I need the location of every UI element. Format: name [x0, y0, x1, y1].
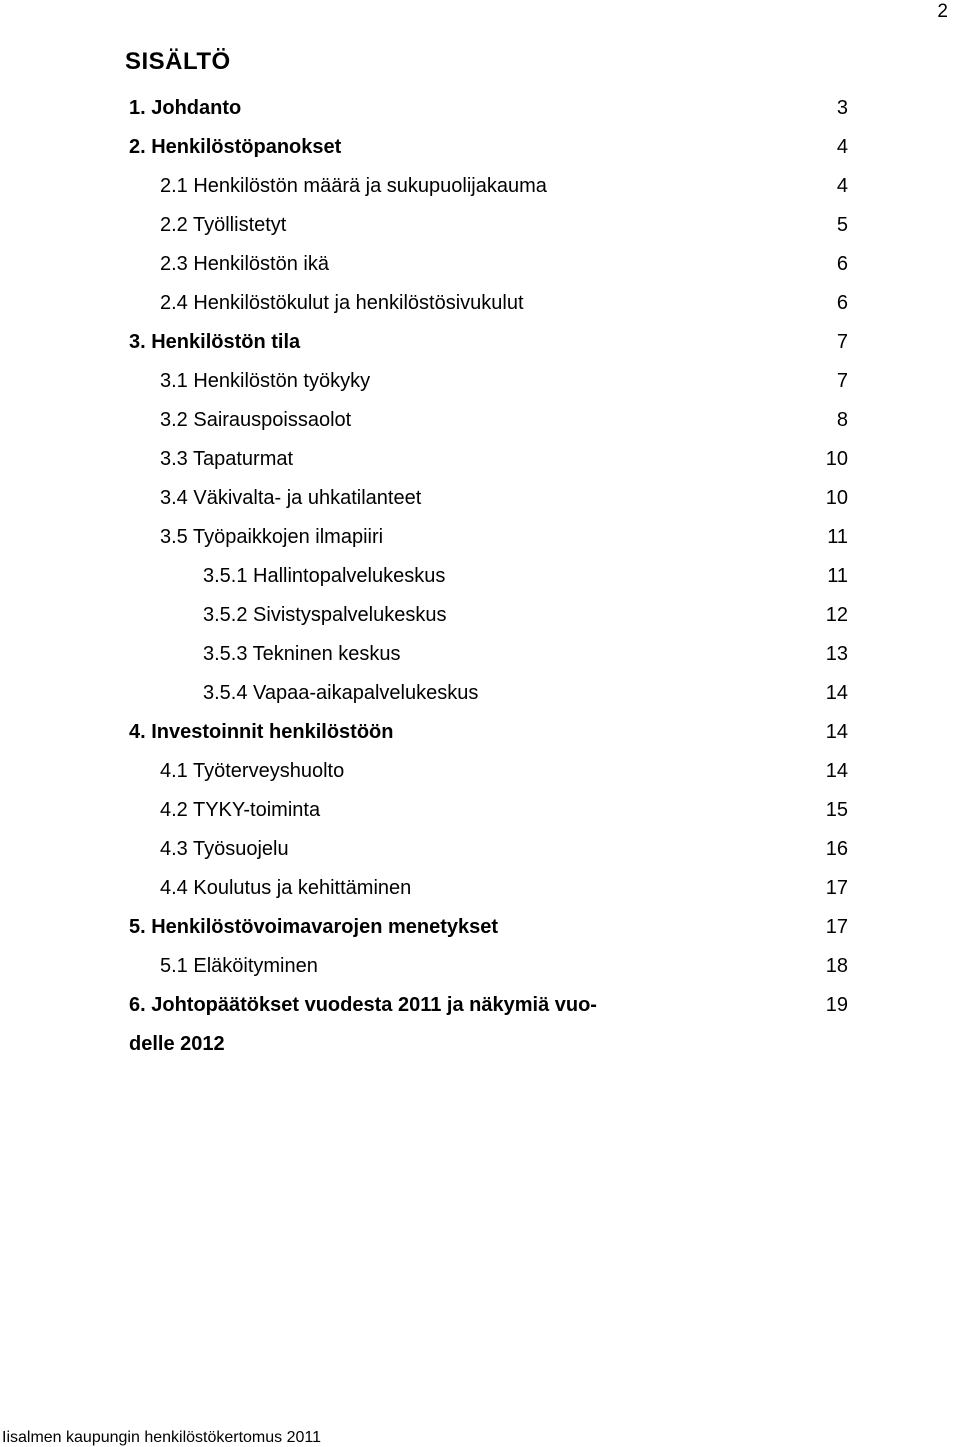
toc-entry[interactable] — [0, 128, 960, 167]
toc-entry-label: 5.1 Eläköityminen — [160, 955, 318, 977]
toc-entry-page: 6 — [836, 253, 848, 275]
toc-entry[interactable] — [0, 947, 960, 986]
toc-entry[interactable] — [0, 791, 960, 830]
toc-entry-label: 6. Johtopäätökset vuodesta 2011 ja näkymiä vuo- — [129, 994, 597, 1016]
toc-entry[interactable] — [0, 986, 960, 1025]
toc-entry-label: 4.3 Työsuojelu — [160, 838, 289, 860]
toc-entry[interactable] — [0, 167, 960, 206]
toc-entry[interactable] — [0, 713, 960, 752]
toc-entry-page: 11 — [827, 565, 848, 587]
toc-entry[interactable] — [0, 908, 960, 947]
toc-entry[interactable] — [0, 635, 960, 674]
toc-entry-page: 17 — [825, 877, 848, 899]
toc-entry-page: 8 — [836, 409, 848, 431]
toc-entry-label: 3.5.1 Hallintopalvelukeskus — [203, 565, 446, 587]
toc-entry-label: 4. Investoinnit henkilöstöön — [129, 721, 394, 743]
toc-entry-page: 13 — [825, 643, 848, 665]
toc-entry-page: 18 — [825, 955, 848, 977]
toc-entry-page: 7 — [836, 331, 848, 353]
toc-entry[interactable] — [0, 323, 960, 362]
toc-entry-label: 3.1 Henkilöstön työkyky — [160, 370, 371, 392]
toc-entry-page: 14 — [825, 721, 848, 743]
toc-entry-page: 7 — [836, 370, 848, 392]
toc-entry-label: 2.1 Henkilöstön määrä ja sukupuolijakauma — [160, 175, 547, 197]
page-number: 2 — [937, 1, 948, 22]
toc-entry-page: 6 — [836, 292, 848, 314]
toc-entry-page: 4 — [836, 175, 848, 197]
toc-entry-label: 2. Henkilöstöpanokset — [129, 136, 342, 158]
toc-entry[interactable] — [0, 596, 960, 635]
toc-entry-label: 4.4 Koulutus ja kehittäminen — [160, 877, 412, 899]
toc-entry[interactable] — [0, 362, 960, 401]
toc-entry-page: 19 — [825, 994, 848, 1016]
toc-list — [0, 89, 960, 1064]
toc-entry-label: 2.4 Henkilöstökulut ja henkilöstösivukulut — [160, 292, 524, 314]
toc-entry[interactable] — [0, 440, 960, 479]
toc-entry-page: 14 — [825, 682, 848, 704]
toc-entry-label: 4.2 TYKY-toiminta — [160, 799, 321, 821]
toc-title: SISÄLTÖ — [125, 48, 231, 75]
page-footer: Iisalmen kaupungin henkilöstökertomus 2011 — [2, 1429, 322, 1446]
toc-entry-page: 14 — [825, 760, 848, 782]
toc-entry-label: 3.5.2 Sivistyspalvelukeskus — [203, 604, 447, 626]
toc-entry-label: 4.1 Työterveyshuolto — [160, 760, 345, 782]
toc-entry-label: 3.5.3 Tekninen keskus — [203, 643, 401, 665]
toc-entry[interactable] — [0, 245, 960, 284]
toc-entry[interactable] — [0, 206, 960, 245]
toc-entry-page: 4 — [836, 136, 848, 158]
toc-entry-page: 17 — [825, 916, 848, 938]
toc-entry-label: 3.4 Väkivalta- ja uhkatilanteet — [160, 487, 422, 509]
toc-entry-page: 15 — [825, 799, 848, 821]
toc-entry-page: 10 — [825, 487, 848, 509]
toc-entry-page: 11 — [827, 526, 848, 548]
toc-entry-label: 3.5.4 Vapaa-aikapalvelukeskus — [203, 682, 479, 704]
toc-entry-page: 10 — [825, 448, 848, 470]
toc-entry-page: 3 — [836, 97, 848, 119]
toc-entry[interactable] — [0, 401, 960, 440]
toc-entry-label: 3.3 Tapaturmat — [160, 448, 294, 470]
toc-entry-label: 1. Johdanto — [129, 97, 242, 119]
toc-entry-continuation[interactable] — [0, 1025, 960, 1064]
toc-entry-label: 3.5 Työpaikkojen ilmapiiri — [160, 526, 384, 548]
toc-entry[interactable] — [0, 752, 960, 791]
toc-entry[interactable] — [0, 869, 960, 908]
toc-entry-label: 2.2 Työllistetyt — [160, 214, 287, 236]
toc-entry[interactable] — [0, 89, 960, 128]
toc-entry-label: 3.2 Sairauspoissaolot — [160, 409, 352, 431]
toc-entry-label: 3. Henkilöstön tila — [129, 331, 301, 353]
toc-entry[interactable] — [0, 479, 960, 518]
toc-entry[interactable] — [0, 518, 960, 557]
toc-entry-label: 2.3 Henkilöstön ikä — [160, 253, 329, 275]
toc-entry[interactable] — [0, 830, 960, 869]
toc-entry-page: 16 — [825, 838, 848, 860]
toc-entry[interactable] — [0, 284, 960, 323]
toc-entry-page: 5 — [836, 214, 848, 236]
toc-entry[interactable] — [0, 674, 960, 713]
toc-entry-page: 12 — [825, 604, 848, 626]
toc-entry-label: delle 2012 — [129, 1033, 225, 1055]
toc-entry[interactable] — [0, 557, 960, 596]
toc-entry-label: 5. Henkilöstövoimavarojen menetykset — [129, 916, 499, 938]
